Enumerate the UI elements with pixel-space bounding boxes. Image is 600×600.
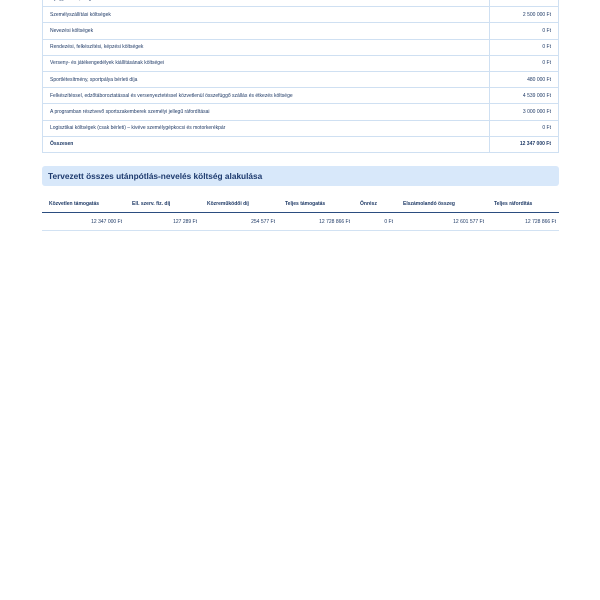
summary-value: 0 Ft [384, 218, 393, 225]
cost-label: A programban résztvevő sportszakemberek személyi jellegű ráfordításai [43, 104, 490, 120]
column-header: Elszámolandó összeg [403, 201, 455, 207]
cost-amount: 4 539 000 Ft [490, 88, 559, 104]
cost-label: Verseny- és játékengedélyek kiállításának költségei [43, 55, 490, 71]
column-header: Önrész [360, 201, 377, 207]
cost-amount: 2 500 000 Ft [490, 7, 559, 23]
summary-header-row [42, 196, 559, 213]
table-row [43, 0, 559, 7]
summary-section-header [42, 166, 559, 186]
cost-label: Logisztikai költségek (csak bérleti) – kivéve személygépkocsi és motorkerékpár [43, 120, 490, 136]
table-row [43, 55, 559, 71]
cost-amount: 0 Ft [490, 55, 559, 71]
cost-amount: 3 000 000 Ft [490, 104, 559, 120]
column-header: Ell. szerv. fiz. díj [132, 201, 171, 207]
table-row [43, 23, 559, 39]
table-row [43, 7, 559, 23]
cost-amount [490, 0, 559, 7]
cost-amount: 0 Ft [490, 23, 559, 39]
summary-value: 12 728 866 Ft [525, 218, 556, 225]
column-header: Közreműködői díj [207, 201, 249, 207]
summary-value: 12 347 000 Ft [91, 218, 122, 225]
summary-value: 12 728 866 Ft [319, 218, 350, 225]
column-header: Teljes ráfordítás [494, 201, 533, 207]
table-row [43, 104, 559, 120]
cost-label [43, 0, 490, 7]
summary-table [42, 196, 559, 231]
column-header: Közvetlen támogatás [49, 201, 100, 207]
table-row [43, 71, 559, 87]
table-row [43, 88, 559, 104]
cost-amount: 0 Ft [490, 39, 559, 55]
table-row [43, 120, 559, 136]
total-label: Összesen [43, 136, 490, 152]
total-row [43, 136, 559, 152]
cost-label: Felkészítéssel, edzőtáboroztatással és versenyeztetéssel közvetlenül összefüggő szállás és étkezés költsége [43, 88, 490, 104]
summary-section-title: Tervezett összes utánpótlás-nevelés költség alakulása [48, 171, 263, 181]
summary-data-row [42, 213, 559, 231]
column-header: Teljes támogatás [285, 201, 326, 207]
cost-amount: 0 Ft [490, 120, 559, 136]
cost-breakdown-table [42, 0, 559, 153]
cost-label: Rendezési, felkészítési, képzési költségek [43, 39, 490, 55]
cost-label: Személyszállítási költségek [43, 7, 490, 23]
cost-label: Nevezési költségek [43, 23, 490, 39]
table-row [43, 39, 559, 55]
summary-value: 127 289 Ft [173, 218, 197, 225]
summary-value: 254 577 Ft [251, 218, 275, 225]
total-amount: 12 347 000 Ft [490, 136, 559, 152]
cost-label: Sportlétesítmény, sportpálya bérleti díja [43, 71, 490, 87]
summary-value: 12 601 577 Ft [453, 218, 484, 225]
cost-amount: 480 000 Ft [490, 71, 559, 87]
